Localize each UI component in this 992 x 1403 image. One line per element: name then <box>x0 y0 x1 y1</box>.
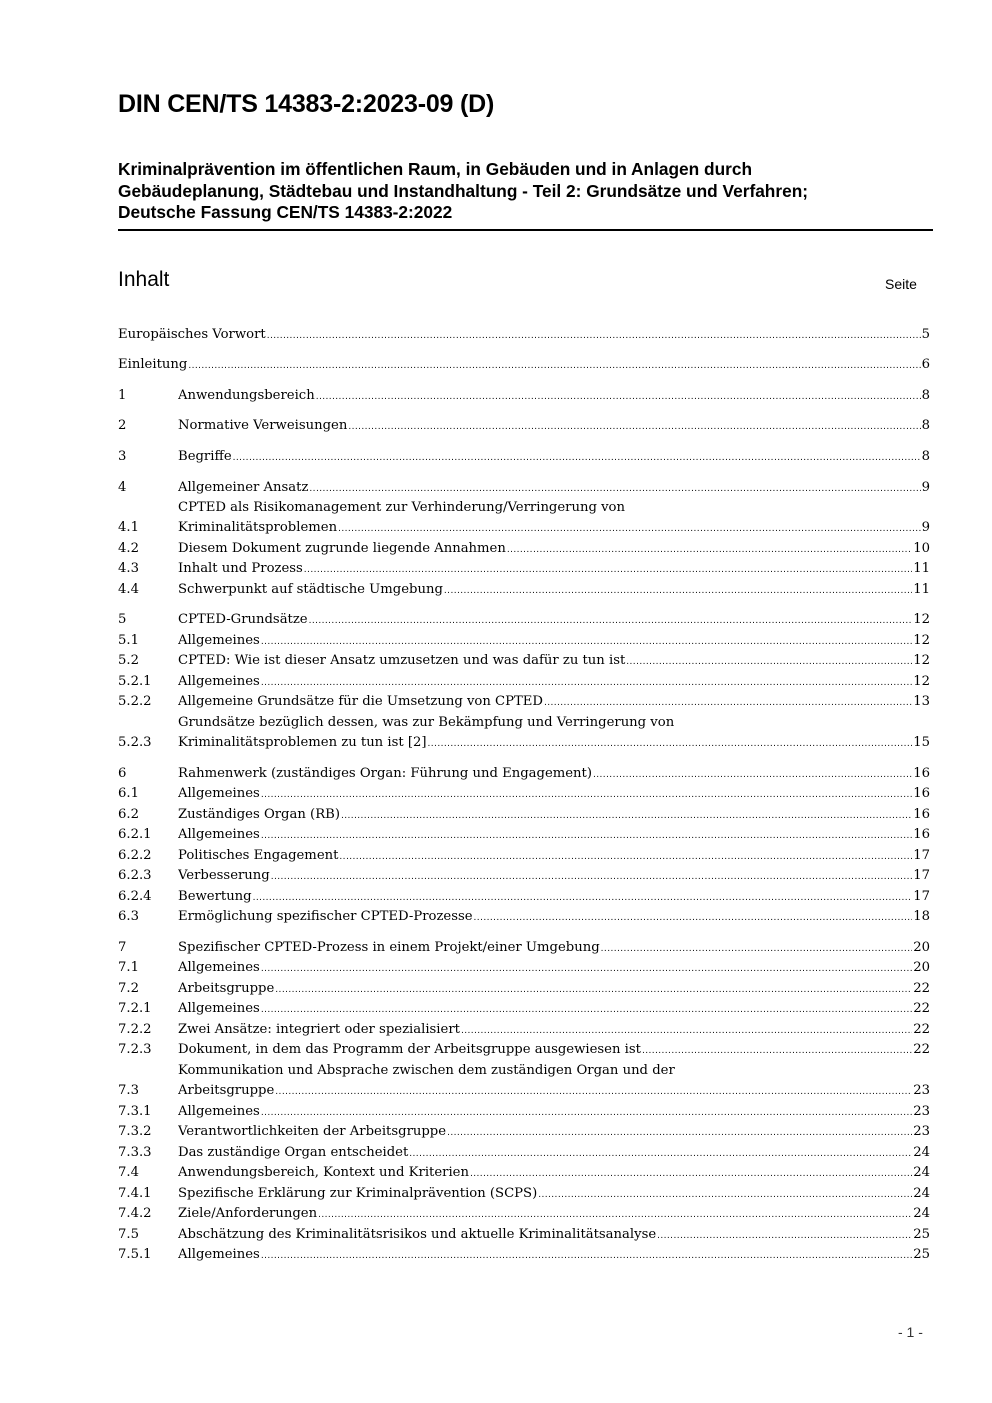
toc-entry[interactable] <box>118 764 930 784</box>
toc-entry[interactable] <box>118 1122 930 1142</box>
toc-entry-title: Allgemeiner Ansatz <box>178 480 309 495</box>
dot-leader <box>338 519 921 539</box>
toc-entry-title: Allgemeines <box>178 633 260 648</box>
toc-entry-number: 7.2 <box>118 981 139 996</box>
toc-entry-page: 18 <box>913 909 930 924</box>
dot-leader <box>316 387 921 407</box>
toc-entry-number: 6.2.2 <box>118 848 152 863</box>
dot-leader <box>318 1205 912 1225</box>
toc-entry-title: Allgemeine Grundsätze für die Umsetzung von CPTED <box>178 694 543 709</box>
toc-entry-title: Arbeitsgruppe <box>178 981 275 996</box>
dot-leader <box>304 560 912 580</box>
toc-entry[interactable] <box>118 355 930 375</box>
toc-entry[interactable] <box>118 887 930 907</box>
dot-leader <box>309 611 913 631</box>
toc-entry[interactable] <box>118 692 930 712</box>
toc-entry[interactable] <box>118 1102 930 1122</box>
toc-entry[interactable] <box>118 846 930 866</box>
toc-entry-title: Arbeitsgruppe <box>178 1083 275 1098</box>
toc-entry-title: Spezifischer CPTED-Prozess in einem Projekt/einer Umgebung <box>178 940 600 955</box>
toc-entry[interactable] <box>118 1143 930 1163</box>
toc-entry-number: 7.4.1 <box>118 1186 152 1201</box>
toc-entry[interactable] <box>118 1063 930 1101</box>
toc-entry-number: 6.2.3 <box>118 868 152 883</box>
toc-entry-title-line: CPTED als Risikomanagement zur Verhinderung/Verringerung von <box>178 500 625 515</box>
toc-entry[interactable] <box>118 325 930 345</box>
toc-entry-number: 7.3.3 <box>118 1145 152 1160</box>
toc-entry-page: 20 <box>913 940 930 955</box>
dot-leader <box>309 479 920 499</box>
toc-entry-page: 12 <box>913 674 930 689</box>
dot-leader <box>341 806 912 826</box>
toc-entry[interactable] <box>118 447 930 467</box>
toc-entry-page: 17 <box>913 848 930 863</box>
toc-entry[interactable] <box>118 805 930 825</box>
toc-entry-page: 10 <box>913 541 930 556</box>
dot-leader <box>261 673 912 693</box>
toc-entry[interactable] <box>118 979 930 999</box>
dot-leader <box>261 785 912 805</box>
toc-entry-page: 24 <box>913 1145 930 1160</box>
toc-entry-number: 7.3 <box>118 1083 139 1098</box>
toc-entry-number: 6.3 <box>118 909 139 924</box>
toc-entry-number: 4 <box>118 480 127 495</box>
toc-entry-number: 6.1 <box>118 786 139 801</box>
dot-leader <box>261 1246 912 1266</box>
toc-entry[interactable] <box>118 539 930 559</box>
toc-entry-number: 7.2.3 <box>118 1042 152 1057</box>
dot-leader <box>544 693 912 713</box>
toc-entry-number: 5.2.2 <box>118 694 152 709</box>
dot-leader <box>626 652 912 672</box>
toc-entry[interactable] <box>118 580 930 600</box>
toc-entry[interactable] <box>118 715 930 753</box>
toc-entry-title: Spezifische Erklärung zur Kriminalprävention (SCPS) <box>178 1186 538 1201</box>
dot-leader <box>409 1144 912 1164</box>
dot-leader <box>261 1000 912 1020</box>
toc-entry-title: Das zuständige Organ entscheidet <box>178 1145 409 1160</box>
toc-entry-title: Rahmenwerk (zuständiges Organ: Führung und Engagement) <box>178 766 592 781</box>
dot-leader <box>188 356 920 376</box>
toc-entry-title: Zwei Ansätze: integriert oder spezialisiert <box>178 1022 460 1037</box>
toc-entry-page: 17 <box>913 889 930 904</box>
toc-entry-number: 6.2.4 <box>118 889 152 904</box>
toc-entry-page: 8 <box>921 449 930 464</box>
toc-entry-number: 1 <box>118 388 127 403</box>
toc-entry[interactable] <box>118 1204 930 1224</box>
toc-entry-title-line: Grundsätze bezüglich dessen, was zur Bekämpfung und Verringerung von <box>178 715 675 730</box>
dot-leader <box>261 1103 912 1123</box>
dot-leader <box>275 1082 912 1102</box>
subtitle-line: Gebäudeplanung, Städtebau und Instandhaltung - Teil 2: Grundsätze und Verfahren; <box>118 180 809 201</box>
toc-entry-number: 7.1 <box>118 960 139 975</box>
toc-entry-title: Kriminalitätsproblemen zu tun ist [2] <box>178 735 427 750</box>
toc-entry[interactable] <box>118 478 930 498</box>
toc-entry-title: Kriminalitätsproblemen <box>178 520 338 535</box>
toc-entry-title: Allgemeines <box>178 960 260 975</box>
toc-entry-page: 11 <box>913 561 930 576</box>
toc-entry-number: 4.4 <box>118 582 139 597</box>
toc-entry-number: 5 <box>118 612 127 627</box>
toc-entry-page: 5 <box>921 327 930 342</box>
dot-leader <box>275 980 912 1000</box>
toc-entry-title: Verbesserung <box>178 868 270 883</box>
subtitle-line: Kriminalprävention im öffentlichen Raum, in Gebäuden und in Anlagen durch <box>118 159 753 179</box>
toc-entry[interactable] <box>118 559 930 579</box>
toc-entry-page: 25 <box>913 1247 930 1262</box>
toc-entry-number: 6.2.1 <box>118 827 152 842</box>
dot-leader <box>601 939 913 959</box>
toc-entry[interactable] <box>118 386 930 406</box>
toc-entry-page: 22 <box>913 1022 930 1037</box>
dot-leader <box>339 847 912 867</box>
toc-entry[interactable] <box>118 416 930 436</box>
dot-leader <box>267 326 921 346</box>
toc-entry[interactable] <box>118 500 930 538</box>
toc-entry-title: Zuständiges Organ (RB) <box>178 807 340 822</box>
toc-entry[interactable] <box>118 1184 930 1204</box>
toc-entry-title: Schwerpunkt auf städtische Umgebung <box>178 582 443 597</box>
dot-leader <box>261 826 912 846</box>
toc-entry-number: 7.4.2 <box>118 1206 152 1221</box>
toc-entry[interactable] <box>118 672 930 692</box>
toc-entry-number: 4.1 <box>118 520 139 535</box>
toc-entry-number: 6 <box>118 766 127 781</box>
toc-entry-number: 4.3 <box>118 561 139 576</box>
dot-leader <box>428 734 913 754</box>
toc-entry[interactable] <box>118 1040 930 1060</box>
dot-leader <box>447 1123 912 1143</box>
toc-entry-page: 12 <box>913 612 930 627</box>
toc-entry-page: 23 <box>913 1124 930 1139</box>
toc-entry-page: 24 <box>913 1165 930 1180</box>
toc-entry-number: 7.2.2 <box>118 1022 152 1037</box>
toc-entry-number: 6.2 <box>118 807 139 822</box>
toc-entry[interactable] <box>118 610 930 630</box>
toc-entry-title: Politisches Engagement <box>178 848 339 863</box>
dot-leader <box>593 765 912 785</box>
dot-leader <box>461 1021 912 1041</box>
toc-entry-number: 5.2.1 <box>118 674 152 689</box>
toc-entry-page: 23 <box>913 1083 930 1098</box>
toc-entry-number: 7.5.1 <box>118 1247 152 1262</box>
toc-entry[interactable] <box>118 958 930 978</box>
toc-entry-number: 5.2 <box>118 653 139 668</box>
dot-leader <box>507 540 912 560</box>
toc-entry[interactable] <box>118 631 930 651</box>
toc-entry-number: 7 <box>118 940 127 955</box>
toc-entry-title: Allgemeines <box>178 674 260 689</box>
dot-leader <box>348 417 920 437</box>
toc-entry-title: Allgemeines <box>178 1001 260 1016</box>
toc-entry-page: 16 <box>913 827 930 842</box>
toc-entry-title: Ermöglichung spezifischer CPTED-Prozesse <box>178 909 473 924</box>
toc-entry-number: 4.2 <box>118 541 139 556</box>
toc-entry-title: Inhalt und Prozess <box>178 561 303 576</box>
toc-entry-page: 17 <box>913 868 930 883</box>
toc-entry[interactable] <box>118 1163 930 1183</box>
toc-entry[interactable] <box>118 1020 930 1040</box>
toc-entry-page: 22 <box>913 1001 930 1016</box>
dot-leader <box>233 448 921 468</box>
toc-entry-title: Dokument, in dem das Programm der Arbeitsgruppe ausgewiesen ist <box>178 1042 641 1057</box>
toc-entry-page: 9 <box>921 480 930 495</box>
toc-entry[interactable] <box>118 651 930 671</box>
dot-leader <box>470 1164 912 1184</box>
toc-entry-page: 15 <box>913 735 930 750</box>
toc-entry[interactable] <box>118 866 930 886</box>
toc-entry-title: Bewertung <box>178 889 252 904</box>
toc-entry-title: Abschätzung des Kriminalitätsrisikos und aktuelle Kriminalitätsanalyse <box>178 1227 657 1242</box>
toc-entry-title: Begriffe <box>178 449 232 464</box>
toc-entry[interactable] <box>118 1225 930 1245</box>
toc-heading: Inhalt <box>118 268 170 291</box>
toc-entry-page: 23 <box>913 1104 930 1119</box>
dot-leader <box>474 908 913 928</box>
toc-entry-title: Allgemeines <box>178 1247 260 1262</box>
dot-leader <box>253 888 913 908</box>
toc-entry-number: 7.2.1 <box>118 1001 152 1016</box>
toc-entry-page: 16 <box>913 766 930 781</box>
toc-entry[interactable] <box>118 825 930 845</box>
toc-entry-page: 13 <box>913 694 930 709</box>
document-title: DIN CEN/TS 14383-2:2023-09 (D) <box>118 90 495 118</box>
dot-leader <box>657 1226 912 1246</box>
toc-entry-title: Normative Verweisungen <box>178 418 348 433</box>
toc-entry-page: 22 <box>913 981 930 996</box>
toc-entry-title: Anwendungsbereich <box>178 388 315 403</box>
toc-entry-page: 24 <box>913 1186 930 1201</box>
toc-entry-title: Diesem Dokument zugrunde liegende Annahmen <box>178 541 506 556</box>
toc-entry-title: Allgemeines <box>178 786 260 801</box>
page-number: - 1 - <box>898 1324 923 1340</box>
toc-entry-title: CPTED: Wie ist dieser Ansatz umzusetzen und was dafür zu tun ist <box>178 653 626 668</box>
toc-entry-page: 24 <box>913 1206 930 1221</box>
toc-entry-page: 25 <box>913 1227 930 1242</box>
toc-entry[interactable] <box>118 1245 930 1265</box>
toc-entry-title: Europäisches Vorwort <box>118 327 266 342</box>
toc-entry-page: 22 <box>913 1042 930 1057</box>
toc-entry-title: Allgemeines <box>178 1104 260 1119</box>
toc-entry-title: Ziele/Anforderungen <box>178 1206 318 1221</box>
toc-entry-title: Verantwortlichkeiten der Arbeitsgruppe <box>178 1124 447 1139</box>
toc-entry-title-line: Kommunikation und Absprache zwischen dem zuständigen Organ und der <box>178 1063 675 1078</box>
toc-entry-page: 8 <box>921 418 930 433</box>
toc-entry-page: 6 <box>921 357 930 372</box>
toc-entry-title: Einleitung <box>118 357 188 372</box>
toc-entry-title: Allgemeines <box>178 827 260 842</box>
toc-entry-number: 7.5 <box>118 1227 139 1242</box>
toc-entry-number: 2 <box>118 418 127 433</box>
toc-entry-title: Anwendungsbereich, Kontext und Kriterien <box>178 1165 469 1180</box>
toc-entry-number: 7.3.1 <box>118 1104 152 1119</box>
toc-entry-page: 12 <box>913 633 930 648</box>
dot-leader <box>261 632 912 652</box>
dot-leader <box>538 1185 912 1205</box>
toc-entry[interactable] <box>118 784 930 804</box>
toc-entry[interactable] <box>118 907 930 927</box>
toc-entry-page: 12 <box>913 653 930 668</box>
toc-entry-number: 3 <box>118 449 127 464</box>
dot-leader <box>271 867 912 887</box>
dot-leader <box>261 959 912 979</box>
dot-leader <box>642 1041 912 1061</box>
toc-entry-page: 9 <box>921 520 930 535</box>
toc-entry-page: 11 <box>913 582 930 597</box>
toc-entry-page: 16 <box>913 807 930 822</box>
toc-entry-number: 5.1 <box>118 633 139 648</box>
toc-entry-page: 20 <box>913 960 930 975</box>
toc-entry-page: 8 <box>921 388 930 403</box>
toc-entry-page: 16 <box>913 786 930 801</box>
toc-entry-title: CPTED-Grundsätze <box>178 612 308 627</box>
page-column-label: Seite <box>885 276 917 292</box>
toc-entry[interactable] <box>118 938 930 958</box>
toc-entry[interactable] <box>118 999 930 1019</box>
toc-entry-number: 7.4 <box>118 1165 139 1180</box>
toc-entry-number: 5.2.3 <box>118 735 152 750</box>
dot-leader <box>444 581 912 601</box>
subtitle-line: Deutsche Fassung CEN/TS 14383-2:2022 <box>118 202 453 222</box>
toc-entry-number: 7.3.2 <box>118 1124 152 1139</box>
